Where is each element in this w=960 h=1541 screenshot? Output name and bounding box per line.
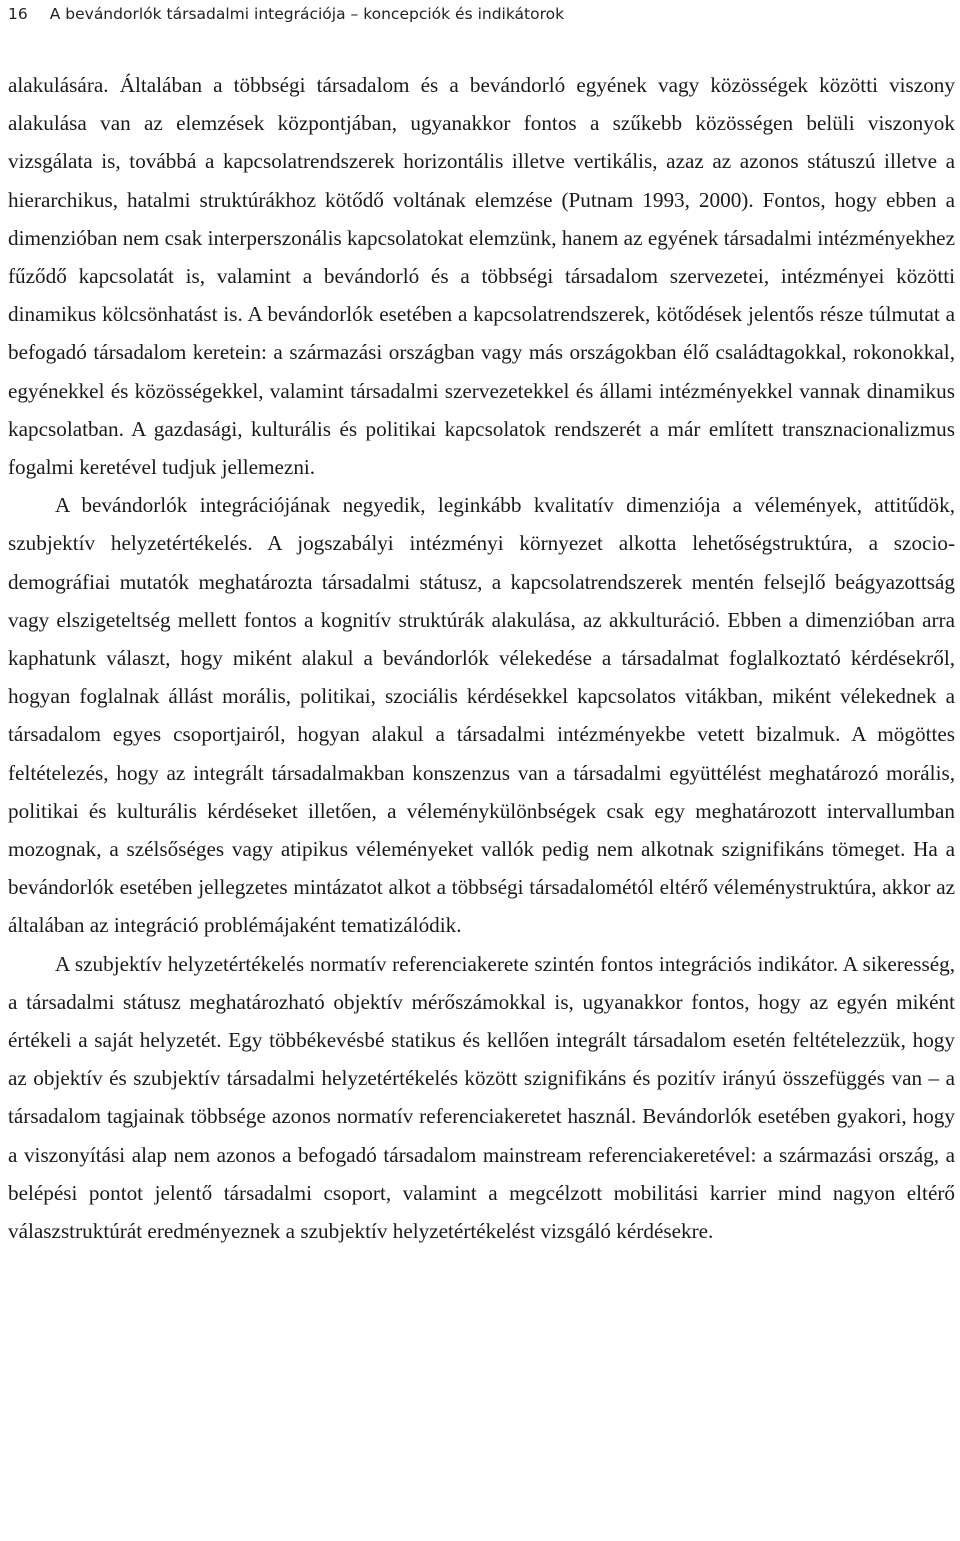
running-header — [8, 0, 952, 28]
paragraph-continued: alakulására. Általában a többségi társadalom és a bevándorló egyének vagy közösségek közötti viszony alakulása van az elemzések központjában, ugyanakkor fontos a szűkebb közösségen belüli viszonyok vizsgálata is, továbbá a kapcsolatrendszerek horizontális illetve vertikális, azaz az azonos státuszú illetve a hierarchikus, hatalmi struktúrákhoz kötődő voltának elemzése (Putnam 1993, 2000). Fontos, hogy ebben a dimenzióban nem csak interperszonális kapcsolatokat elemzünk, hanem az egyének társadalmi intézményekhez fűződő kapcsolatát is, valamint a bevándorló és a többségi társadalom szervezetei, intézményei közötti dinamikus kölcsönhatást is. A bevándorlók esetében a kapcsolatrendszerek, kötődések jelentős része túlmutat a befogadó társadalom keretein: a származási országban vagy más országokban élő családtagokkal, rokonokkal, egyénekkel és közösségekkel, valamint társadalmi szervezetekkel és állami intézményekkel vannak dinamikus kapcsolatban. A gazdasági, kulturális és politikai kapcsolatok rendszerét a már említett transznacionalizmus fogalmi keretével tudjuk jellemezni. — [8, 73, 955, 480]
running-title: A bevándorlók társadalmi integrációja – koncepciók és indikátorok — [49, 5, 565, 23]
body-text — [8, 66, 955, 1250]
page-number: 16 — [8, 5, 28, 23]
paragraph-subjective-assessment: A szubjektív helyzetértékelés normatív referenciakerete szintén fontos integrációs indikátor. A sikeresség, a társadalmi státusz meghatározható objektív mérőszámokkal is, ugyanakkor fontos, hogy az egyén miként értékeli a saját helyzetét. Egy többékevésbé statikus és kellően integrált társadalom esetén feltételezzük, hogy az objektív és szubjektív társadalmi helyzetértékelés között szignifikáns és pozitív irányú összefüggés van – a társadalom tagjainak többsége azonos normatív referenciakeretet használ. Bevándorlók esetében gyakori, hogy a viszonyítási alap nem azonos a befogadó társadalom mainstream referenciakeretével: a származási ország, a belépési pontot jelentő társadalmi csoport, valamint a megcélzott mobilitási karrier mind nagyon eltérő válaszstruktúrát eredményeznek a szubjektív helyzetértékelést vizsgáló kérdésekre. — [8, 951, 955, 1244]
paragraph-fourth-dimension: A bevándorlók integrációjának negyedik, leginkább kvalitatív dimenziója a vélemények, attitűdök, szubjektív helyzetértékelés. A jogszabályi intézményi környezet alkotta lehetőségstruktúra, a szocio-demográfiai mutatók meghatározta társadalmi státusz, a kapcsolatrendszerek mentén felsejlő beágyazottság vagy elszigeteltség mellett fontos a kognitív struktúrák alakulása, az akkulturáció. Ebben a dimenzióban arra kaphatunk választ, hogy miként alakul a bevándorlók vélekedése a társadalmat foglalkoztató kérdésekről, hogyan foglalnak állást morális, politikai, szociális kérdésekkel kapcsolatos vitákban, miként vélekednek a társadalom egyes csoportjairól, hogyan alakul a társadalmi intézményekbe vetett bizalmuk. A mögöttes feltételezés, hogy az integrált társadalmakban konszenzus van a társadalmi együttélést meghatározó morális, politikai és kulturális kérdéseket illetően, a véleménykülönbségek csak egy meghatározott intervallumban mozognak, a szélsőséges vagy atipikus véleményeket vallók pedig nem alkotnak szignifikáns tömeget. Ha a bevándorlók esetében jellegzetes mintázatot alkot a többségi társadalométól eltérő véleménystruktúra, akkor az általában az integráció problémájaként tematizálódik. — [8, 493, 955, 938]
